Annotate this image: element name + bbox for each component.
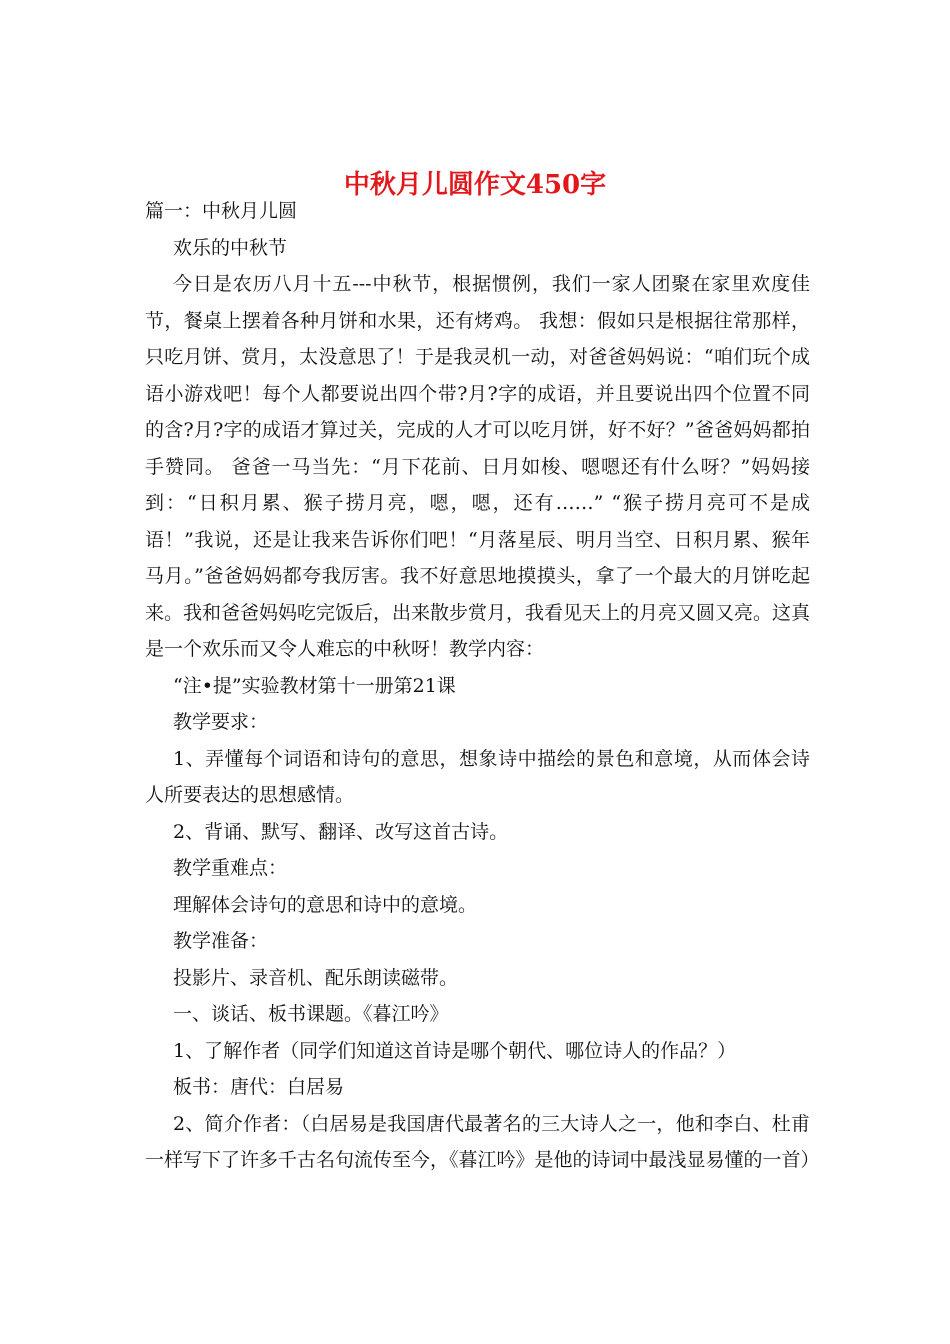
paragraph-preparation-heading: 教学准备： bbox=[173, 930, 269, 952]
paragraph-difficulty-heading: 教学重难点： bbox=[173, 857, 288, 879]
paragraph-textbook: “注•提”实验教材第十一册第21课 bbox=[173, 674, 456, 697]
paragraph-requirement-2: 2、背诵、默写、翻译、改写这首古诗。 bbox=[173, 820, 509, 843]
paragraph-section-heading: 篇一：中秋月儿圆 bbox=[145, 200, 298, 222]
paragraph-step-1: 一、谈话、板书课题。《暮江吟》 bbox=[173, 1003, 449, 1025]
paragraph-requirement-1: 1、弄懂每个词语和诗句的意思，想象诗中描绘的景色和意境，从而体会诗人所要表达的思想感情。 bbox=[145, 747, 810, 806]
paragraph-preparation: 投影片、录音机、配乐朗读磁带。 bbox=[173, 966, 459, 989]
paragraph-essay-body: 今日是农历八月十五---中秋节，根据惯例，我们一家人团聚在家里欢度佳节，餐桌上摆着各种月饼和水果，还有烤鸡。 我想：假如只是根据往常那样，只吃月饼、赏月，太没意思了！于是我灵机一动，对爸爸妈妈说：“咱们玩个成语小游戏吧！每个人都要说出四个带?月?字的成语，并且要说出四个位置不同的含?月?字的成语才算过关，完成的人才可以吃月饼，好不好？”爸爸妈妈都拍手赞同。 爸爸一马当先：“月下花前、日月如梭、嗯嗯还有什么呀？”妈妈接到：“日积月累、猴子捞月亮，嗯，嗯，还有……” “猴子捞月亮可不是成语！”我说，还是让我来告诉你们吧！“月落星辰、明月当空、日积月累、猴年马月。”爸爸妈妈都夸我厉害。我不好意思地摸摸头，拿了一个最大的月饼吃起来。我和爸爸妈妈吃完饭后，出来散步赏月，我看见天上的月亮又圆又亮。这真是一个欢乐而又令人难忘的中秋呀！教学内容： bbox=[145, 273, 811, 660]
paragraph-author-intro: 2、简介作者：（白居易是我国唐代最著名的三大诗人之一，他和李白、杜甫一样写下了许多千古名句流传至今，《暮江吟》是他的诗词中最浅显易懂的一首） bbox=[145, 1112, 820, 1171]
paragraph-difficulty: 理解体会诗句的意思和诗中的意境。 bbox=[173, 893, 478, 916]
paragraph-essay-title: 欢乐的中秋节 bbox=[173, 236, 288, 259]
paragraph-author-question: 1、了解作者（同学们知道这首诗是哪个朝代、哪位诗人的作品？） bbox=[173, 1039, 737, 1062]
document-body bbox=[145, 193, 820, 1179]
paragraph-requirements-heading: 教学要求： bbox=[173, 711, 269, 733]
document-title: 中秋月儿圆作文450字 bbox=[343, 170, 607, 201]
paragraph-blackboard: 板书：唐代：白居易 bbox=[173, 1076, 345, 1098]
